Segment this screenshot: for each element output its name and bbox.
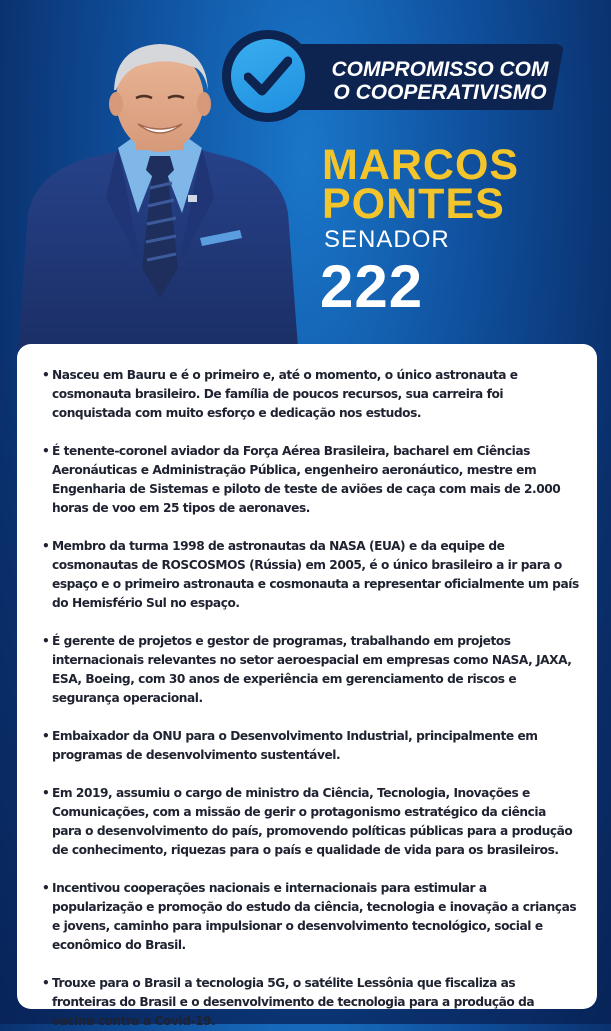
bullet-icon: • (42, 786, 50, 800)
list-item (43, 879, 579, 955)
bullet-icon: • (42, 881, 50, 895)
bullet-icon: • (42, 729, 50, 743)
list-item (43, 442, 579, 518)
hero-section (0, 0, 611, 350)
list-item-text: Trouxe para o Brasil a tecnologia 5G, o satélite Lessônia que fiscaliza as fronteiras do Brasil e o desenvolvimento de tecnologia para a produção da vacina contra a Covid-19. (52, 976, 535, 1028)
list-item (43, 784, 579, 860)
checkmark-icon (244, 55, 292, 97)
candidate-role: SENADOR (324, 226, 450, 253)
candidate-first-name: MARCOS (322, 141, 520, 189)
list-item (43, 537, 579, 613)
list-item-text: Embaixador da ONU para o Desenvolvimento Industrial, principalmente em programas de desenvolvimento sustentável. (52, 729, 538, 762)
bullet-icon: • (42, 539, 50, 553)
list-item-text: Membro da turma 1998 de astronautas da NASA (EUA) e da equipe de cosmonautas de ROSCOSMOS (Rússia) em 2005, é o único brasileiro a ir para o espaço e o primeiro astronauta e cosmonauta a representar oficialmente um país do Hemisfério Sul no espaço. (52, 539, 579, 610)
badge-text (322, 58, 558, 104)
badge-line-1: COMPROMISSO COM (331, 58, 549, 81)
candidate-last-name: PONTES (322, 180, 505, 228)
commitment-badge (222, 30, 567, 122)
list-item-text: Incentivou cooperações nacionais e internacionais para estimular a popularização e promoção do estudo da ciência, tecnologia e inovação a crianças e jovens, caminho para impulsionar o desenvolvimento tecnológico, social e econômico do Brasil. (52, 881, 577, 952)
biography-list (43, 366, 579, 1031)
list-item (43, 632, 579, 708)
biography-card (17, 344, 597, 1028)
bullet-icon: • (42, 976, 50, 990)
candidate-name (322, 141, 520, 228)
bullet-icon: • (42, 368, 50, 382)
list-item-text: Em 2019, assumiu o cargo de ministro da Ciência, Tecnologia, Inovações e Comunicações, com a missão de gerir o protagonismo estratégico da ciência para o desenvolvimento do país, promovendo políticas públicas para a produção de conhecimento, riquezas para o país e qualidade de vida para os brasileiros. (52, 786, 573, 857)
badge-circle (222, 30, 314, 122)
bullet-icon: • (42, 634, 50, 648)
list-item-text: Nasceu em Bauru e é o primeiro e, até o momento, o único astronauta e cosmonauta brasileiro. De família de poucos recursos, sua carreira foi conquistada com muito esforço e dedicação nos estudos. (52, 368, 518, 420)
list-item-text: É tenente-coronel aviador da Força Aérea Brasileira, bacharel em Ciências Aeronáuticas e Administração Pública, engenheiro aeronáutico, mestre em Engenharia de Sistemas e piloto de teste de aviões de caça com mais de 2.000 horas de voo em 25 tipos de aeronaves. (52, 444, 561, 515)
badge-line-2: O COOPERATIVISMO (333, 81, 547, 104)
candidate-number: 222 (320, 253, 424, 320)
list-item (43, 974, 579, 1031)
bullet-icon: • (42, 444, 50, 458)
list-item-text: É gerente de projetos e gestor de programas, trabalhando em projetos internacionais relevantes no setor aeroespacial em empresas como NASA, JAXA, ESA, Boeing, com 30 anos de experiência em gerenciamento de riscos e segurança operacional. (52, 634, 572, 705)
list-item (43, 727, 579, 765)
list-item (43, 366, 579, 423)
